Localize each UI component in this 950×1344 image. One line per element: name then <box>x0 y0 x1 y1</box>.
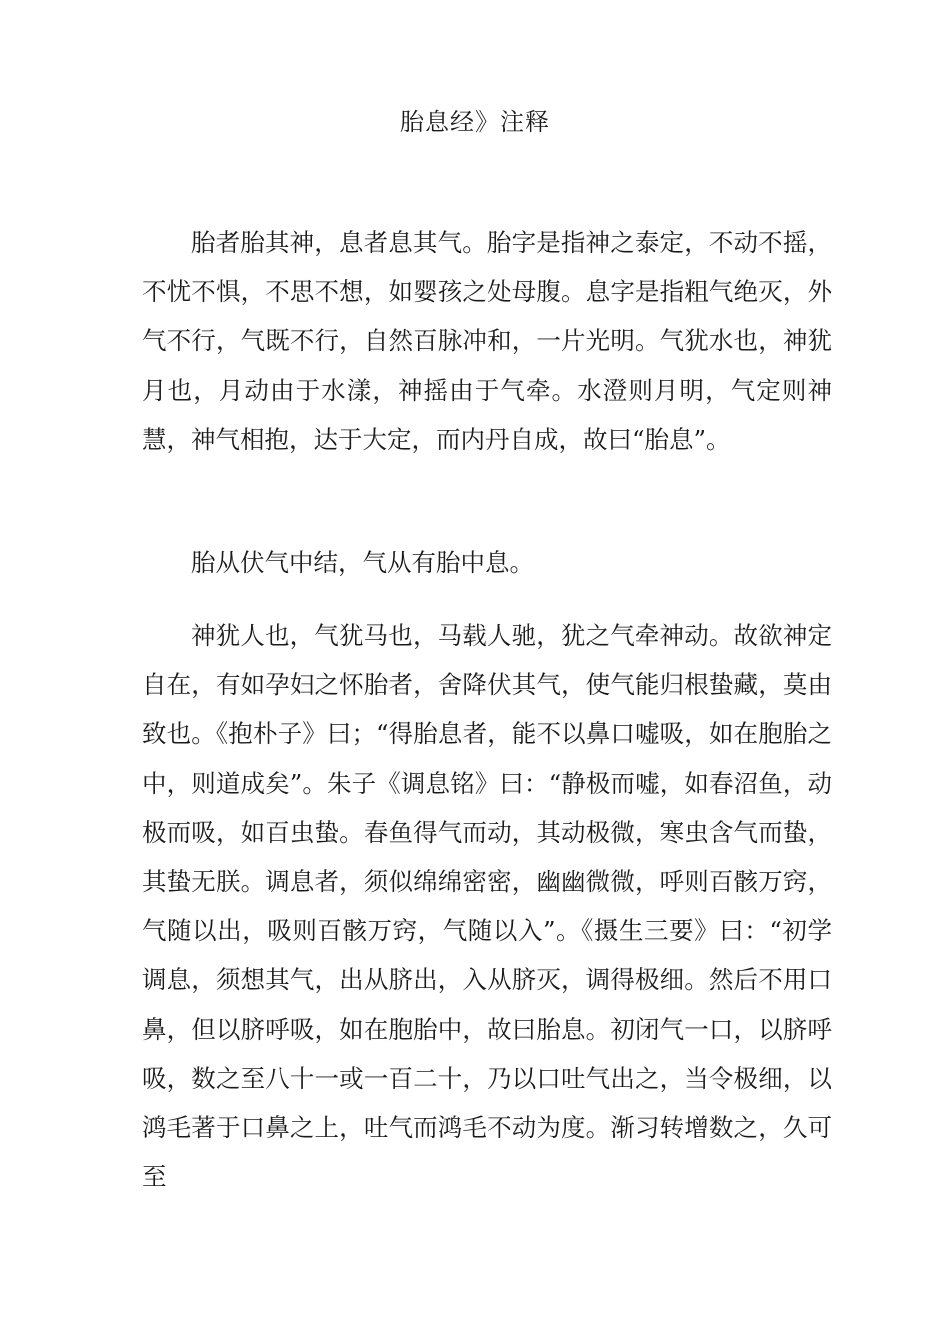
paragraph-1: 胎者胎其神，息者息其气。胎字是指神之泰定，不动不摇，不忧不惧，不思不想，如婴孩之处母腹。息字是指粗气绝灭，外气不行，气既不行，自然百脉冲和，一片光明。气犹水也，神犹月也，月动由于水漾，神摇由于气牵。水澄则月明，气定则神慧，神气相抱，达于大定，而内丹自成，故曰“胎息”。 <box>142 228 832 454</box>
document-title: 胎息经》注释 <box>400 108 550 136</box>
paragraph-2: 胎从伏气中结，气从有胎中息。 <box>191 548 534 577</box>
paragraph-3: 神犹人也，气犹马也，马载人驰，犹之气牵神动。故欲神定自在，有如孕妇之怀胎者，舍降伏其气，使气能归根蛰藏，莫由致也。《抱朴子》曰；“得胎息者，能不以鼻口嘘吸，如在胞胎之中，则道成矣”。朱子《调息铭》曰：“静极而嘘，如春沼鱼，动极而吸，如百虫蛰。春鱼得气而动，其动极微，寒虫含气而蛰，其蛰无朕。调息者，须似绵绵密密，幽幽微微，呼则百骸万窍，气随以出，吸则百骸万窍，气随以入”。《摄生三要》曰：“初学调息，须想其气，出从脐出，入从脐灭，调得极细。然后不用口鼻，但以脐呼吸，如在胞胎中，故曰胎息。初闭气一口，以脐呼吸，数之至八十一或一百二十，乃以口吐气出之，当令极细，以鸿毛著于口鼻之上，吐气而鸿毛不动为度。渐习转增数之，久可至 <box>142 621 832 1192</box>
